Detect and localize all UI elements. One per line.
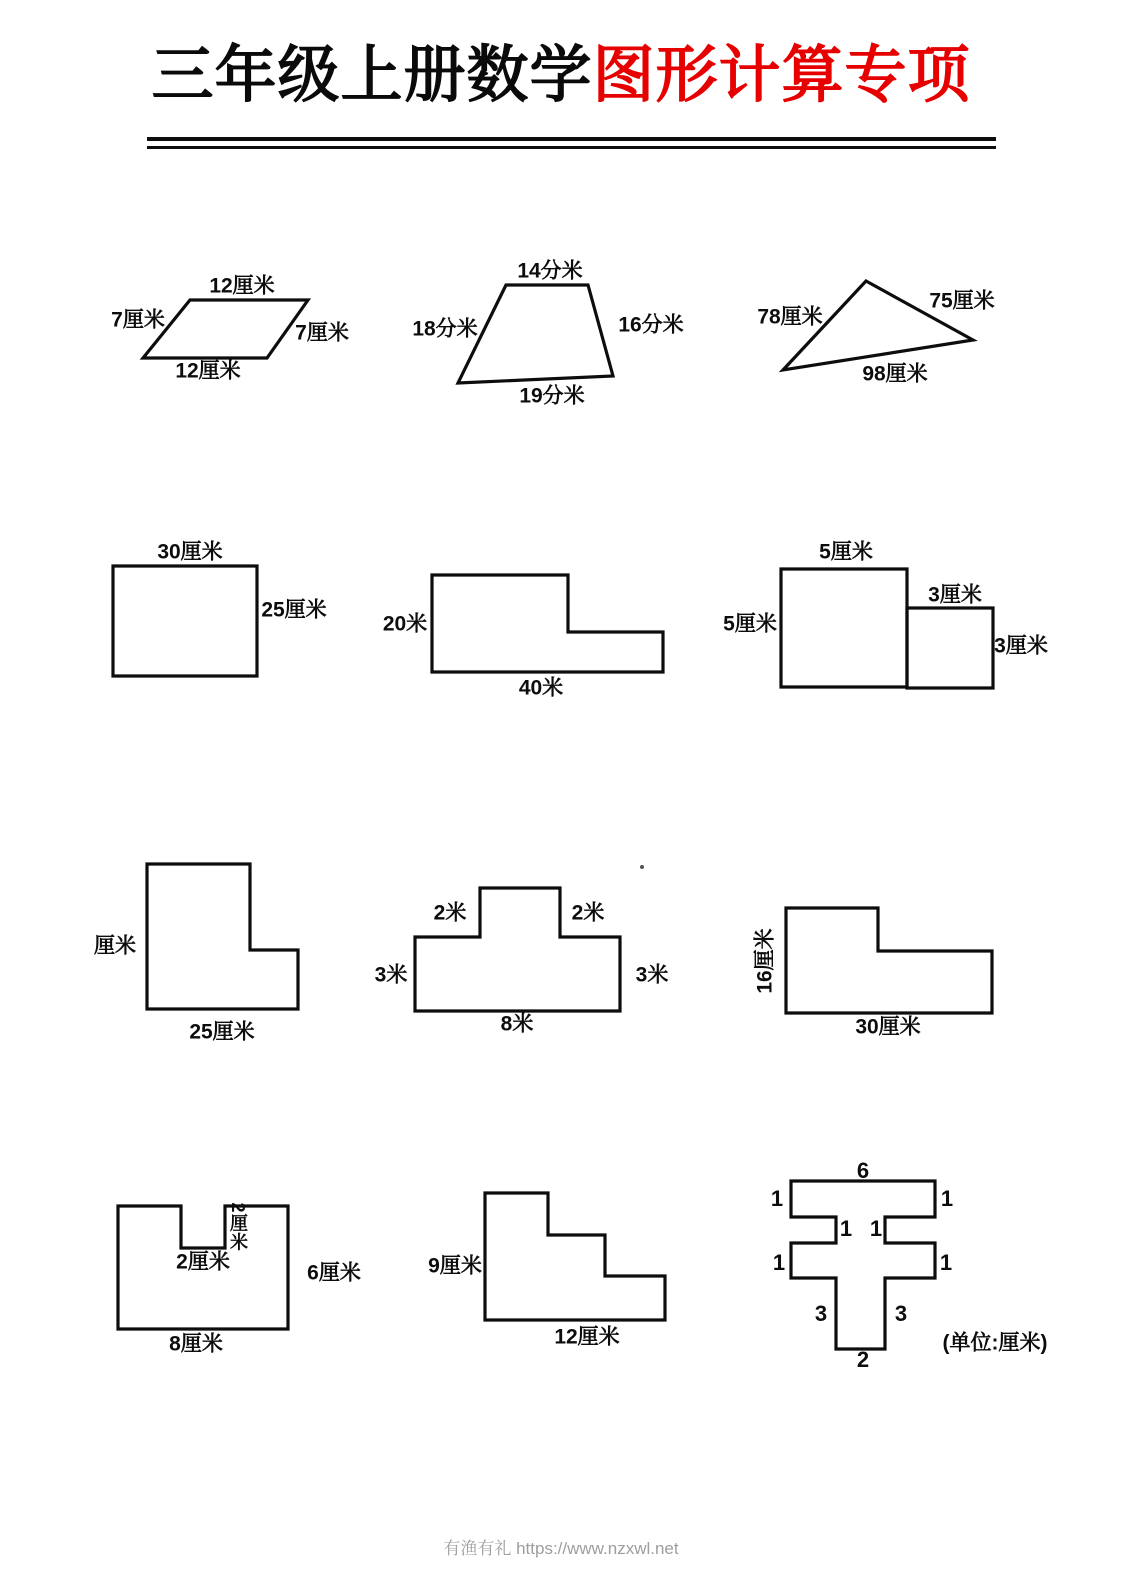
parallelogram-right-label: 7厘米 [295, 321, 349, 345]
l-shape-tall-bottom-label: 25厘米 [189, 1020, 255, 1044]
trapezoid-left-label: 18分米 [412, 317, 478, 341]
notched-rect-notch-right-label: 2厘米 [228, 1202, 248, 1252]
l-shape-tall-left-label: 厘米 [94, 934, 136, 958]
cross-top-right-label: 1 [940, 1186, 954, 1211]
parallelogram-shape [143, 300, 308, 358]
page-title-red: 图形计算专项 [592, 41, 971, 110]
cross-mid-left-label: 1 [772, 1250, 786, 1275]
parallelogram-bottom-label: 12厘米 [175, 359, 241, 383]
triangle-right-label: 75厘米 [929, 289, 995, 313]
cross-top-label: 6 [856, 1158, 870, 1183]
unit-note-label: (单位:厘米) [942, 1331, 1048, 1355]
t-shape-right-label: 3米 [635, 963, 669, 987]
l-shape-wide-left-label: 16厘米 [753, 928, 777, 994]
notched-rect-bottom-label: 8厘米 [169, 1332, 223, 1356]
t-shape-bottom-label: 8米 [500, 1012, 534, 1036]
rectangle-top-label: 30厘米 [157, 540, 223, 564]
l-shape-meters-shape [432, 575, 663, 672]
t-shape-left-label: 3米 [374, 963, 408, 987]
parallelogram-top-label: 12厘米 [209, 274, 275, 298]
page-title-black: 三年级上册数学 [151, 41, 593, 110]
notched-rect-notch-bottom-label: 2厘米 [176, 1250, 230, 1274]
small-square-right-label: 3厘米 [994, 634, 1048, 658]
cross-neck-right-label: 1 [869, 1216, 883, 1241]
trapezoid-shape [458, 285, 613, 383]
cross-stem-left-label: 3 [814, 1301, 828, 1326]
cross-top-left-label: 1 [770, 1186, 784, 1211]
l-shape-meters-bottom-label: 40米 [518, 676, 564, 700]
cross-shape-shape [791, 1181, 935, 1349]
stray-dot-mark [640, 865, 644, 869]
l-shape-tall-shape [147, 864, 298, 1009]
staircase-bottom-label: 12厘米 [554, 1325, 620, 1349]
t-shape-upper-left-label: 2米 [433, 901, 467, 925]
rectangle-right-label: 25厘米 [261, 598, 327, 622]
trapezoid-right-label: 16分米 [618, 313, 684, 337]
l-shape-meters-left-label: 20米 [382, 612, 428, 636]
notched-rect-right-label: 6厘米 [307, 1261, 361, 1285]
l-shape-wide-bottom-label: 30厘米 [855, 1015, 921, 1039]
parallelogram-left-label: 7厘米 [111, 308, 165, 332]
cross-mid-right-label: 1 [939, 1250, 953, 1275]
cross-neck-left-label: 1 [839, 1216, 853, 1241]
big-square-top-label: 5厘米 [819, 540, 873, 564]
small-square-shape [907, 608, 993, 688]
big-square-left-label: 5厘米 [723, 612, 777, 636]
cross-bottom-label: 2 [856, 1347, 870, 1372]
small-square-top-label: 3厘米 [928, 583, 982, 607]
rectangle-shape [113, 566, 257, 676]
footer-watermark: 有渔有礼 https://www.nzxwl.net [443, 1539, 679, 1558]
staircase-shape [485, 1193, 665, 1320]
triangle-left-label: 78厘米 [757, 305, 823, 329]
cross-stem-right-label: 3 [894, 1301, 908, 1326]
t-shape-upper-right-label: 2米 [571, 901, 605, 925]
trapezoid-bottom-label: 19分米 [519, 384, 585, 408]
trapezoid-top-label: 14分米 [517, 259, 583, 283]
triangle-bottom-label: 98厘米 [862, 362, 928, 386]
staircase-left-label: 9厘米 [428, 1254, 482, 1278]
l-shape-wide-shape [786, 908, 992, 1013]
big-square-shape [781, 569, 907, 687]
